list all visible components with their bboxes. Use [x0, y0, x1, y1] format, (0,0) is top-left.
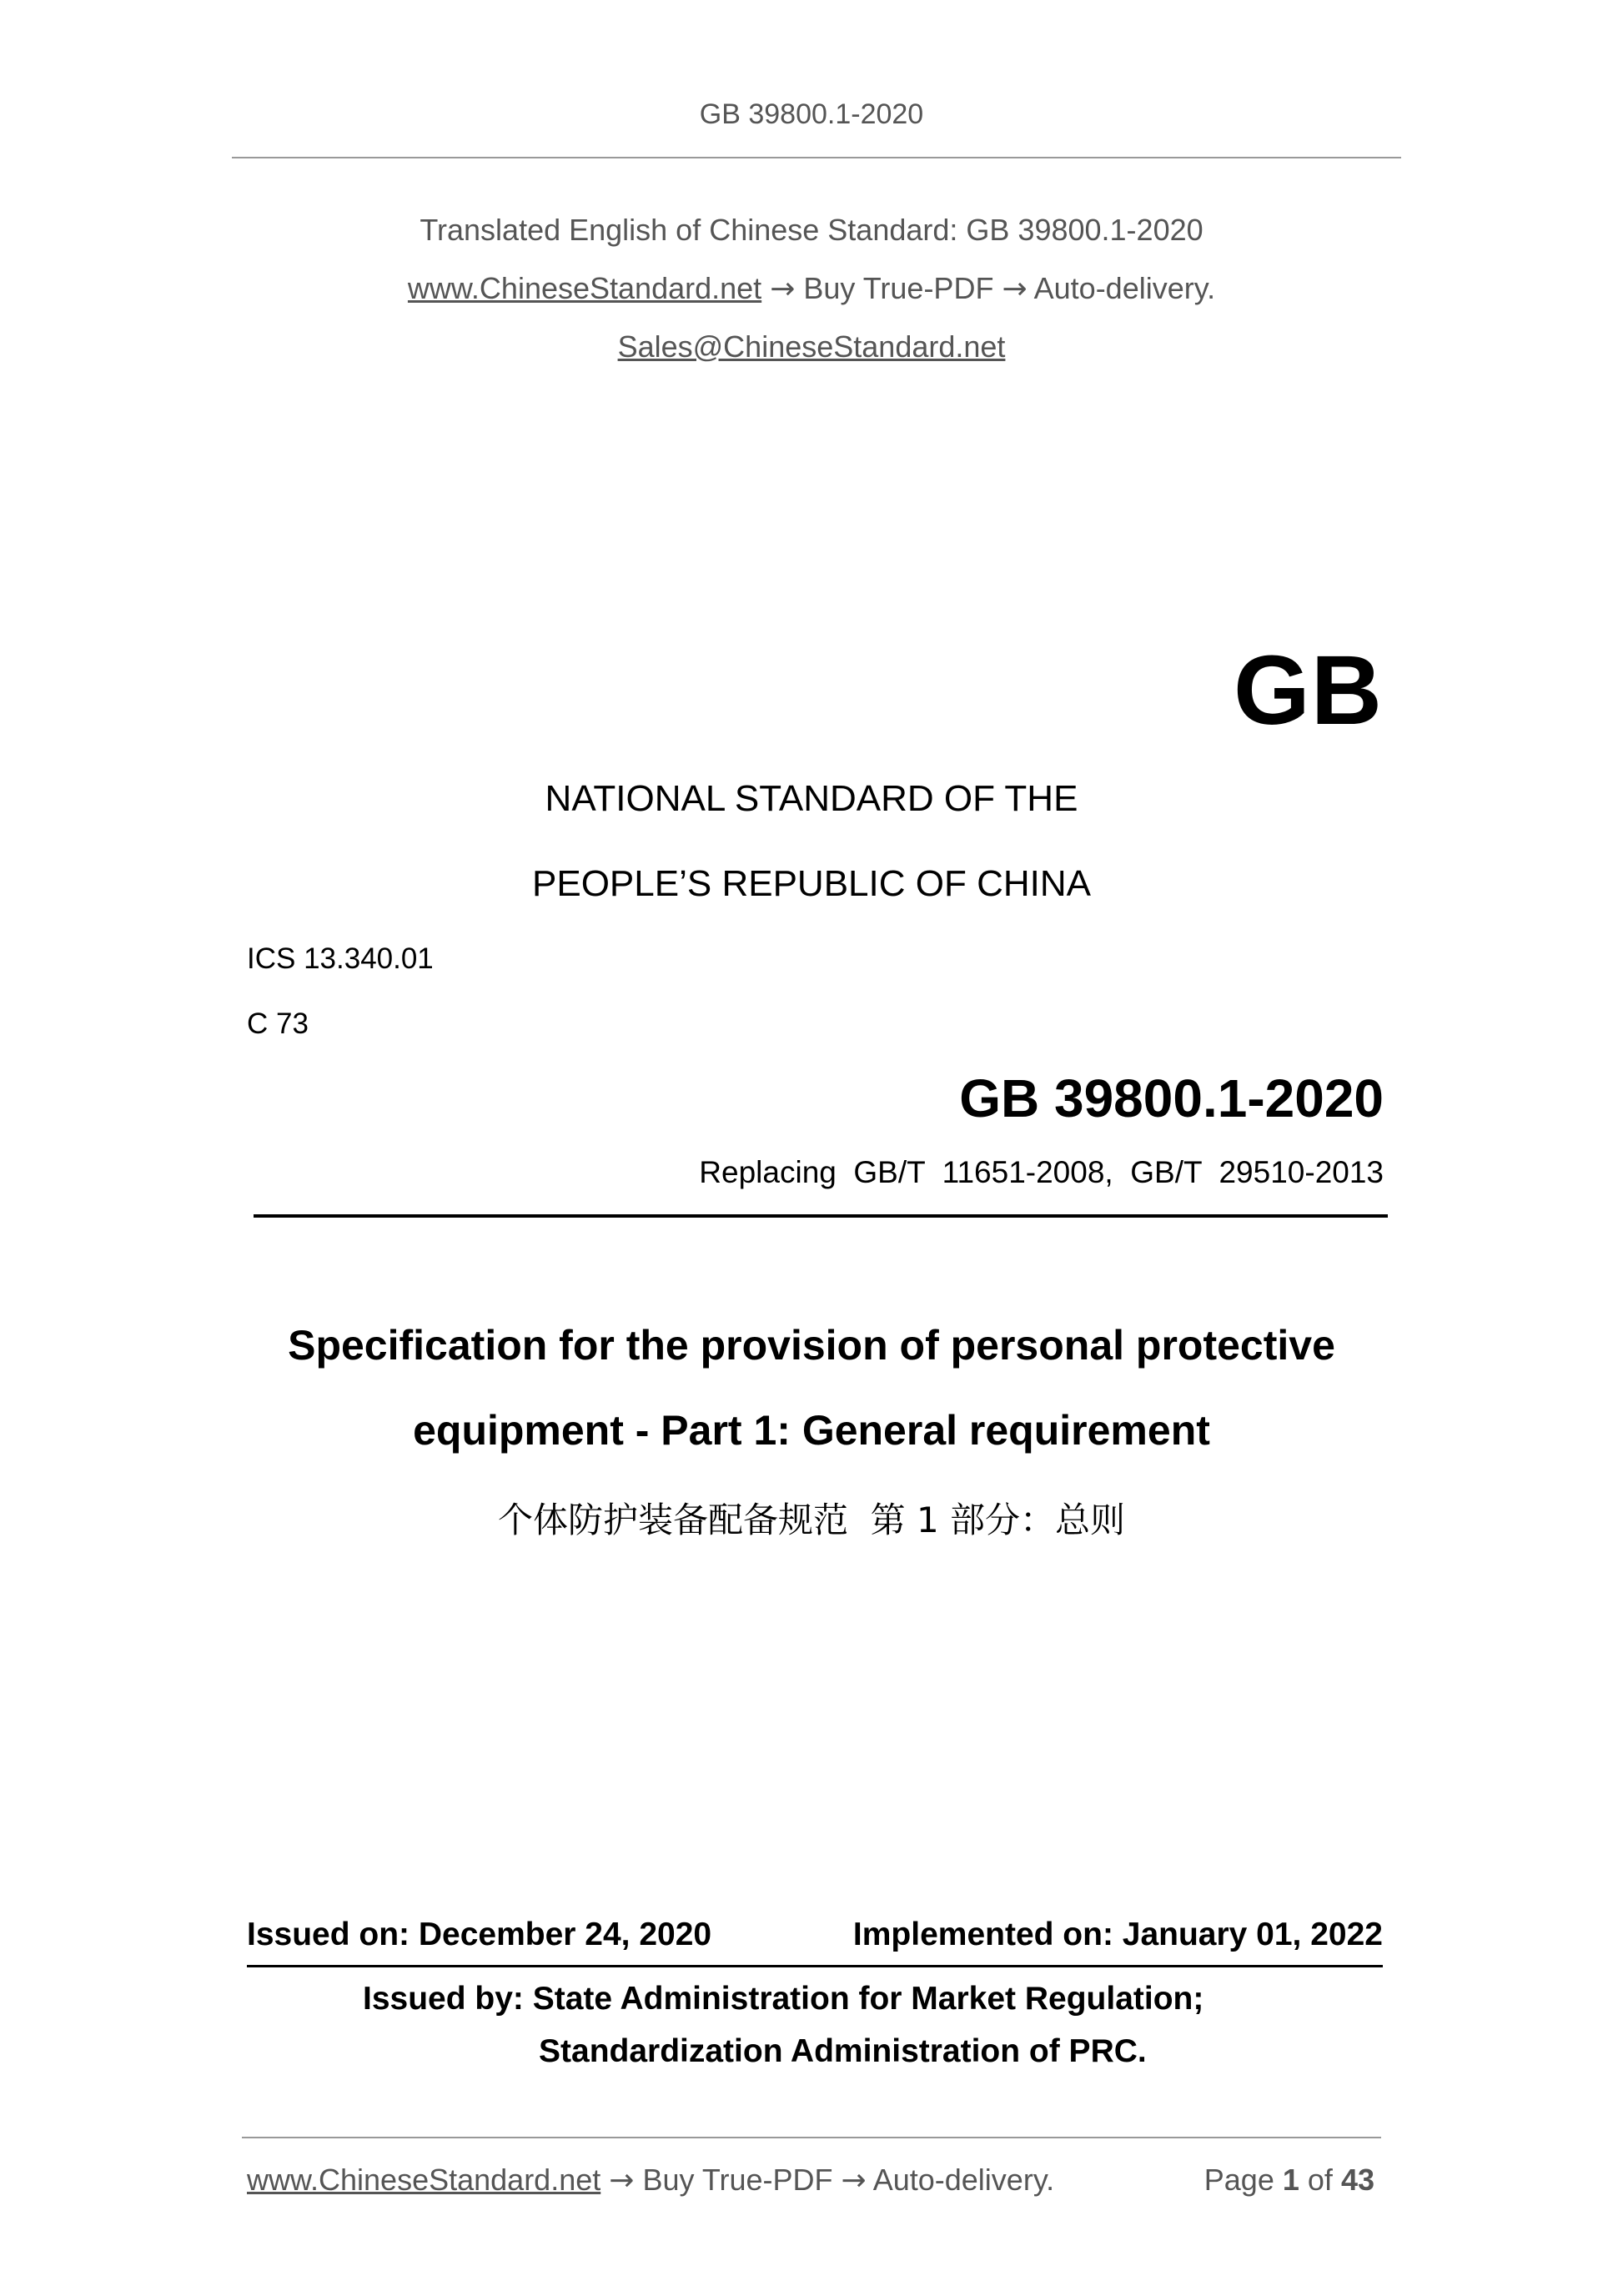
national-standard-line1: NATIONAL STANDARD OF THE [545, 778, 1078, 819]
replacing-note: Replacing GB/T 11651-2008, GB/T 29510-2013 [699, 1155, 1384, 1189]
page-indicator [1204, 2163, 1374, 2198]
page-label: Page [1203, 2163, 1274, 2197]
ccs-code: C 73 [247, 1007, 309, 1040]
email-link[interactable]: Sales@ChineseStandard.net [617, 329, 1006, 364]
page-total: 43 [1340, 2163, 1374, 2197]
running-header: GB 39800.1-2020 [699, 98, 924, 130]
email-line [0, 329, 1623, 364]
standard-number: GB 39800.1-2020 [959, 1068, 1384, 1128]
number-divider [254, 1214, 1388, 1218]
footer-website-link[interactable]: www.ChineseStandard.net [247, 2163, 601, 2197]
footer-delivery-text: Auto-delivery. [872, 2163, 1055, 2197]
implemented-on: Implemented on: January 01, 2022 [852, 1917, 1383, 1952]
footer-purchase-line [247, 2163, 1054, 2198]
translated-notice: Translated English of Chinese Standard: GB 39800.1-2020 [420, 213, 1203, 247]
title-chinese: 个体防护装备配备规范 第 1 部分：总则 [497, 1500, 1126, 1540]
of-label: of [1307, 2163, 1333, 2197]
website-link[interactable]: www.ChineseStandard.net [407, 271, 762, 305]
arrow-right-icon: → [1002, 272, 1028, 306]
arrow-right-icon: → [609, 2163, 635, 2198]
arrow-right-icon: → [841, 2163, 867, 2198]
footer-buy-text: Buy True-PDF [642, 2163, 833, 2197]
ics-code: ICS 13.340.01 [247, 942, 434, 975]
footer-divider [242, 2137, 1381, 2138]
title-line2: equipment - Part 1: General requirement [413, 1407, 1210, 1454]
purchase-line [0, 271, 1623, 306]
buy-text: Buy True-PDF [803, 271, 994, 305]
title-line1: Specification for the provision of personal protective [288, 1322, 1335, 1369]
issued-on: Issued on: December 24, 2020 [247, 1917, 712, 1952]
page-number: 1 [1282, 2163, 1299, 2197]
dates-divider [247, 1965, 1383, 1967]
issued-by-line1: Issued by: State Administration for Market Regulation; [363, 1981, 1204, 2017]
gb-mark: GB [1234, 636, 1383, 746]
arrow-right-icon: → [770, 272, 796, 306]
header-divider [232, 157, 1401, 158]
delivery-text: Auto-delivery. [1033, 271, 1216, 305]
national-standard-line2: PEOPLE’S REPUBLIC OF CHINA [532, 863, 1091, 904]
issued-by-line2: Standardization Administration of PRC. [539, 2033, 1147, 2069]
